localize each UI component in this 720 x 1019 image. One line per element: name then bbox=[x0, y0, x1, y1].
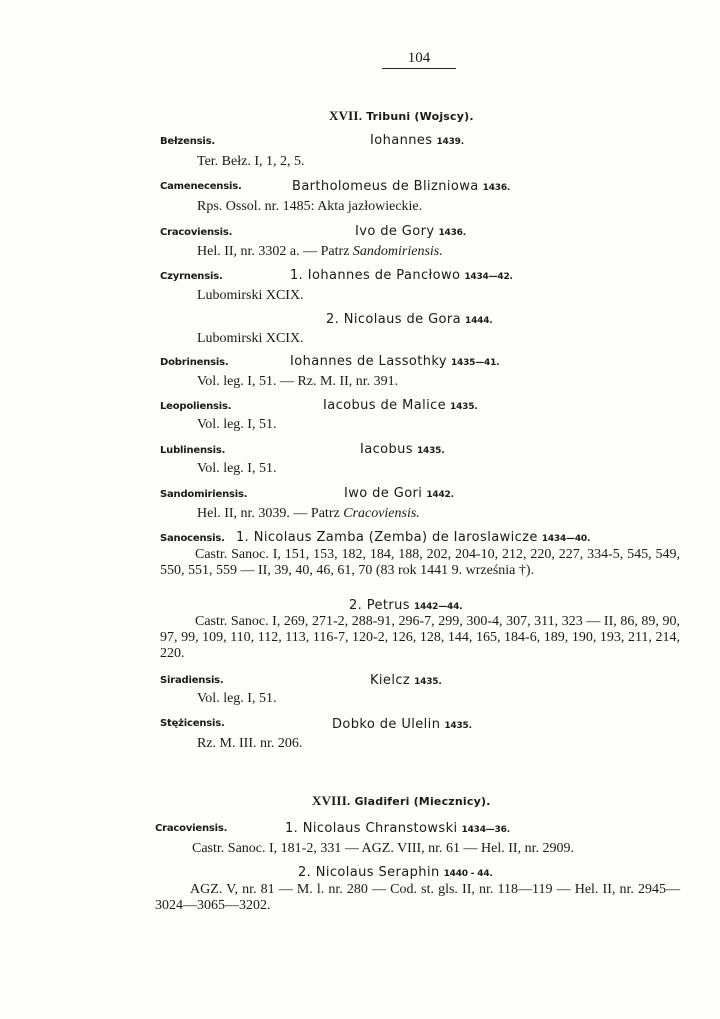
ref-text: Hel. II, nr. 3039. — Patrz bbox=[197, 506, 340, 521]
entry-name-czyrnensis-2 bbox=[326, 310, 493, 328]
office-year: 1435. bbox=[450, 402, 478, 412]
entry-label-sandomiriensis: Sandomiriensis. bbox=[160, 489, 248, 500]
entry-label-stezicensis: Stężicensis. bbox=[160, 718, 225, 729]
office-year: 1436. bbox=[482, 183, 511, 193]
office-holder-name: 1. Nicolaus Zamba (Zemba) de Iaroslawicze bbox=[236, 530, 538, 545]
office-year: 1439. bbox=[436, 137, 464, 147]
entry-name-sanocensis-2 bbox=[349, 596, 462, 614]
office-year: 1434—42. bbox=[464, 272, 513, 282]
entry-label-leopoliensis: Leopoliensis. bbox=[160, 401, 232, 412]
office-year: 1436. bbox=[438, 228, 466, 238]
office-year: 1435. bbox=[444, 721, 472, 731]
entry-name-leopoliensis bbox=[323, 396, 478, 414]
office-holder-name: Iohannes de Lassothky bbox=[290, 354, 447, 369]
entry-ref-sandomiriensis bbox=[197, 506, 420, 522]
cross-reference: Sandomiriensis. bbox=[352, 244, 443, 259]
entry-ref-siradiensis: Vol. leg. I, 51. bbox=[197, 691, 277, 706]
entry-name-dobrinensis bbox=[290, 352, 499, 370]
office-holder-name: Bartholomeus de Blizniowa bbox=[292, 179, 479, 194]
section-number: XVII. bbox=[329, 108, 363, 123]
office-year: 1440 - 44. bbox=[443, 869, 493, 879]
office-holder-name: Iohannes bbox=[370, 133, 433, 148]
office-year: 1435. bbox=[416, 446, 445, 456]
entry-name-lublinensis bbox=[360, 440, 444, 458]
office-holder-name: Ivo de Gory bbox=[355, 224, 435, 239]
section-heading-gladiferi bbox=[312, 793, 491, 809]
entry-name-stezicensis bbox=[332, 715, 472, 733]
entry-label-cracoviensis: Cracoviensis. bbox=[160, 227, 233, 238]
entry-label-cracoviensis-gladiferi: Cracoviensis. bbox=[155, 823, 228, 834]
entry-name-cracoviensis-gladiferi-1 bbox=[285, 819, 510, 837]
entry-ref-czyrnensis-1: Lubomirski XCIX. bbox=[197, 288, 304, 303]
section-heading-tribuni bbox=[329, 108, 474, 124]
office-holder-name: Iacobus bbox=[360, 442, 413, 457]
office-holder-name: 1. Iohannes de Pancłowo bbox=[290, 268, 461, 283]
entry-ref-cracoviensis-gladiferi-1: Castr. Sanoc. I, 181-2, 331 — AGZ. VIII, nr. 61 — Hel. II, nr. 2909. bbox=[192, 841, 574, 856]
page-number: 104 bbox=[382, 50, 456, 69]
entry-ref-dobrinensis: Vol. leg. I, 51. — Rz. M. II, nr. 391. bbox=[197, 374, 399, 389]
entry-name-camenecensis bbox=[292, 177, 510, 195]
entry-label-siradiensis: Siradiensis. bbox=[160, 675, 224, 686]
section-title: Tribuni (Wojscy). bbox=[366, 110, 474, 123]
entry-ref-sanocensis-2: Castr. Sanoc. I, 269, 271-2, 288-91, 296-7, 299, 300-4, 307, 311, 323 — II, 86, 89, 90, 97, 99, 109, 110, 112, 113, 116-7, 120-2, 126, 128, 144, 165, 184-6, 189, 190, 193, 211, 214, 220. bbox=[160, 614, 680, 661]
entry-ref-belzensis: Ter. Bełz. I, 1, 2, 5. bbox=[197, 154, 305, 169]
entry-name-cracoviensis bbox=[355, 222, 466, 240]
section-number: XVIII. bbox=[312, 793, 351, 808]
office-holder-name: 2. Nicolaus Seraphin bbox=[298, 865, 440, 880]
entry-ref-czyrnensis-2: Lubomirski XCIX. bbox=[197, 331, 304, 346]
entry-label-czyrnensis: Czyrnensis. bbox=[160, 271, 223, 282]
office-holder-name: Kielcz bbox=[370, 673, 411, 688]
office-holder-name: Iacobus de Malice bbox=[323, 398, 447, 413]
entry-name-sanocensis-1 bbox=[236, 528, 590, 546]
entry-label-dobrinensis: Dobrinensis. bbox=[160, 357, 229, 368]
office-year: 1444. bbox=[465, 316, 493, 326]
office-holder-name: 2. Nicolaus de Gora bbox=[326, 312, 462, 327]
entry-label-sanocensis: Sanocensis. bbox=[160, 533, 225, 544]
entry-name-belzensis bbox=[370, 131, 464, 149]
entry-ref-leopoliensis: Vol. leg. I, 51. bbox=[197, 417, 277, 432]
office-year: 1434—40. bbox=[541, 534, 591, 544]
entry-name-sandomiriensis bbox=[344, 484, 454, 502]
office-year: 1442—44. bbox=[413, 602, 463, 612]
entry-label-camenecensis: Camenecensis. bbox=[160, 181, 242, 192]
office-year: 1434—36. bbox=[461, 825, 510, 835]
office-year: 1442. bbox=[426, 490, 454, 500]
entry-name-czyrnensis-1 bbox=[290, 266, 513, 284]
entry-ref-cracoviensis bbox=[197, 244, 443, 260]
cross-reference: Cracoviensis. bbox=[343, 506, 420, 521]
office-holder-name: Iwo de Gori bbox=[344, 486, 423, 501]
ref-text: Hel. II, nr. 3302 a. — Patrz bbox=[197, 244, 350, 259]
section-title: Gladiferi (Miecznicy). bbox=[354, 795, 491, 808]
office-year: 1435—41. bbox=[450, 358, 500, 368]
entry-ref-stezicensis: Rz. M. III. nr. 206. bbox=[197, 736, 303, 751]
entry-ref-camenecensis: Rps. Ossol. nr. 1485: Akta jazłowieckie. bbox=[197, 199, 423, 214]
office-holder-name: Dobko de Ulelin bbox=[332, 717, 441, 732]
entry-ref-sanocensis-1: Castr. Sanoc. I, 151, 153, 182, 184, 188, 202, 204-10, 212, 220, 227, 334-5, 545, 549, 550, 551, 559 — II, 39, 40, 46, 61, 70 (83 rok 1441 9. września †). bbox=[160, 547, 680, 578]
entry-name-siradiensis bbox=[370, 671, 442, 689]
entry-ref-cracoviensis-gladiferi-2: AGZ. V, nr. 81 — M. l. nr. 280 — Cod. st. gls. II, nr. 118—119 — Hel. II, nr. 2945—3024—3065—3202. bbox=[155, 882, 680, 913]
office-year: 1435. bbox=[414, 677, 442, 687]
entry-label-lublinensis: Lublinensis. bbox=[160, 445, 226, 456]
entry-name-cracoviensis-gladiferi-2 bbox=[298, 863, 493, 881]
office-holder-name: 1. Nicolaus Chranstowski bbox=[285, 821, 458, 836]
entry-ref-lublinensis: Vol. leg. I, 51. bbox=[197, 461, 277, 476]
entry-label-belzensis: Bełzensis. bbox=[160, 136, 215, 147]
office-holder-name: 2. Petrus bbox=[349, 598, 410, 613]
